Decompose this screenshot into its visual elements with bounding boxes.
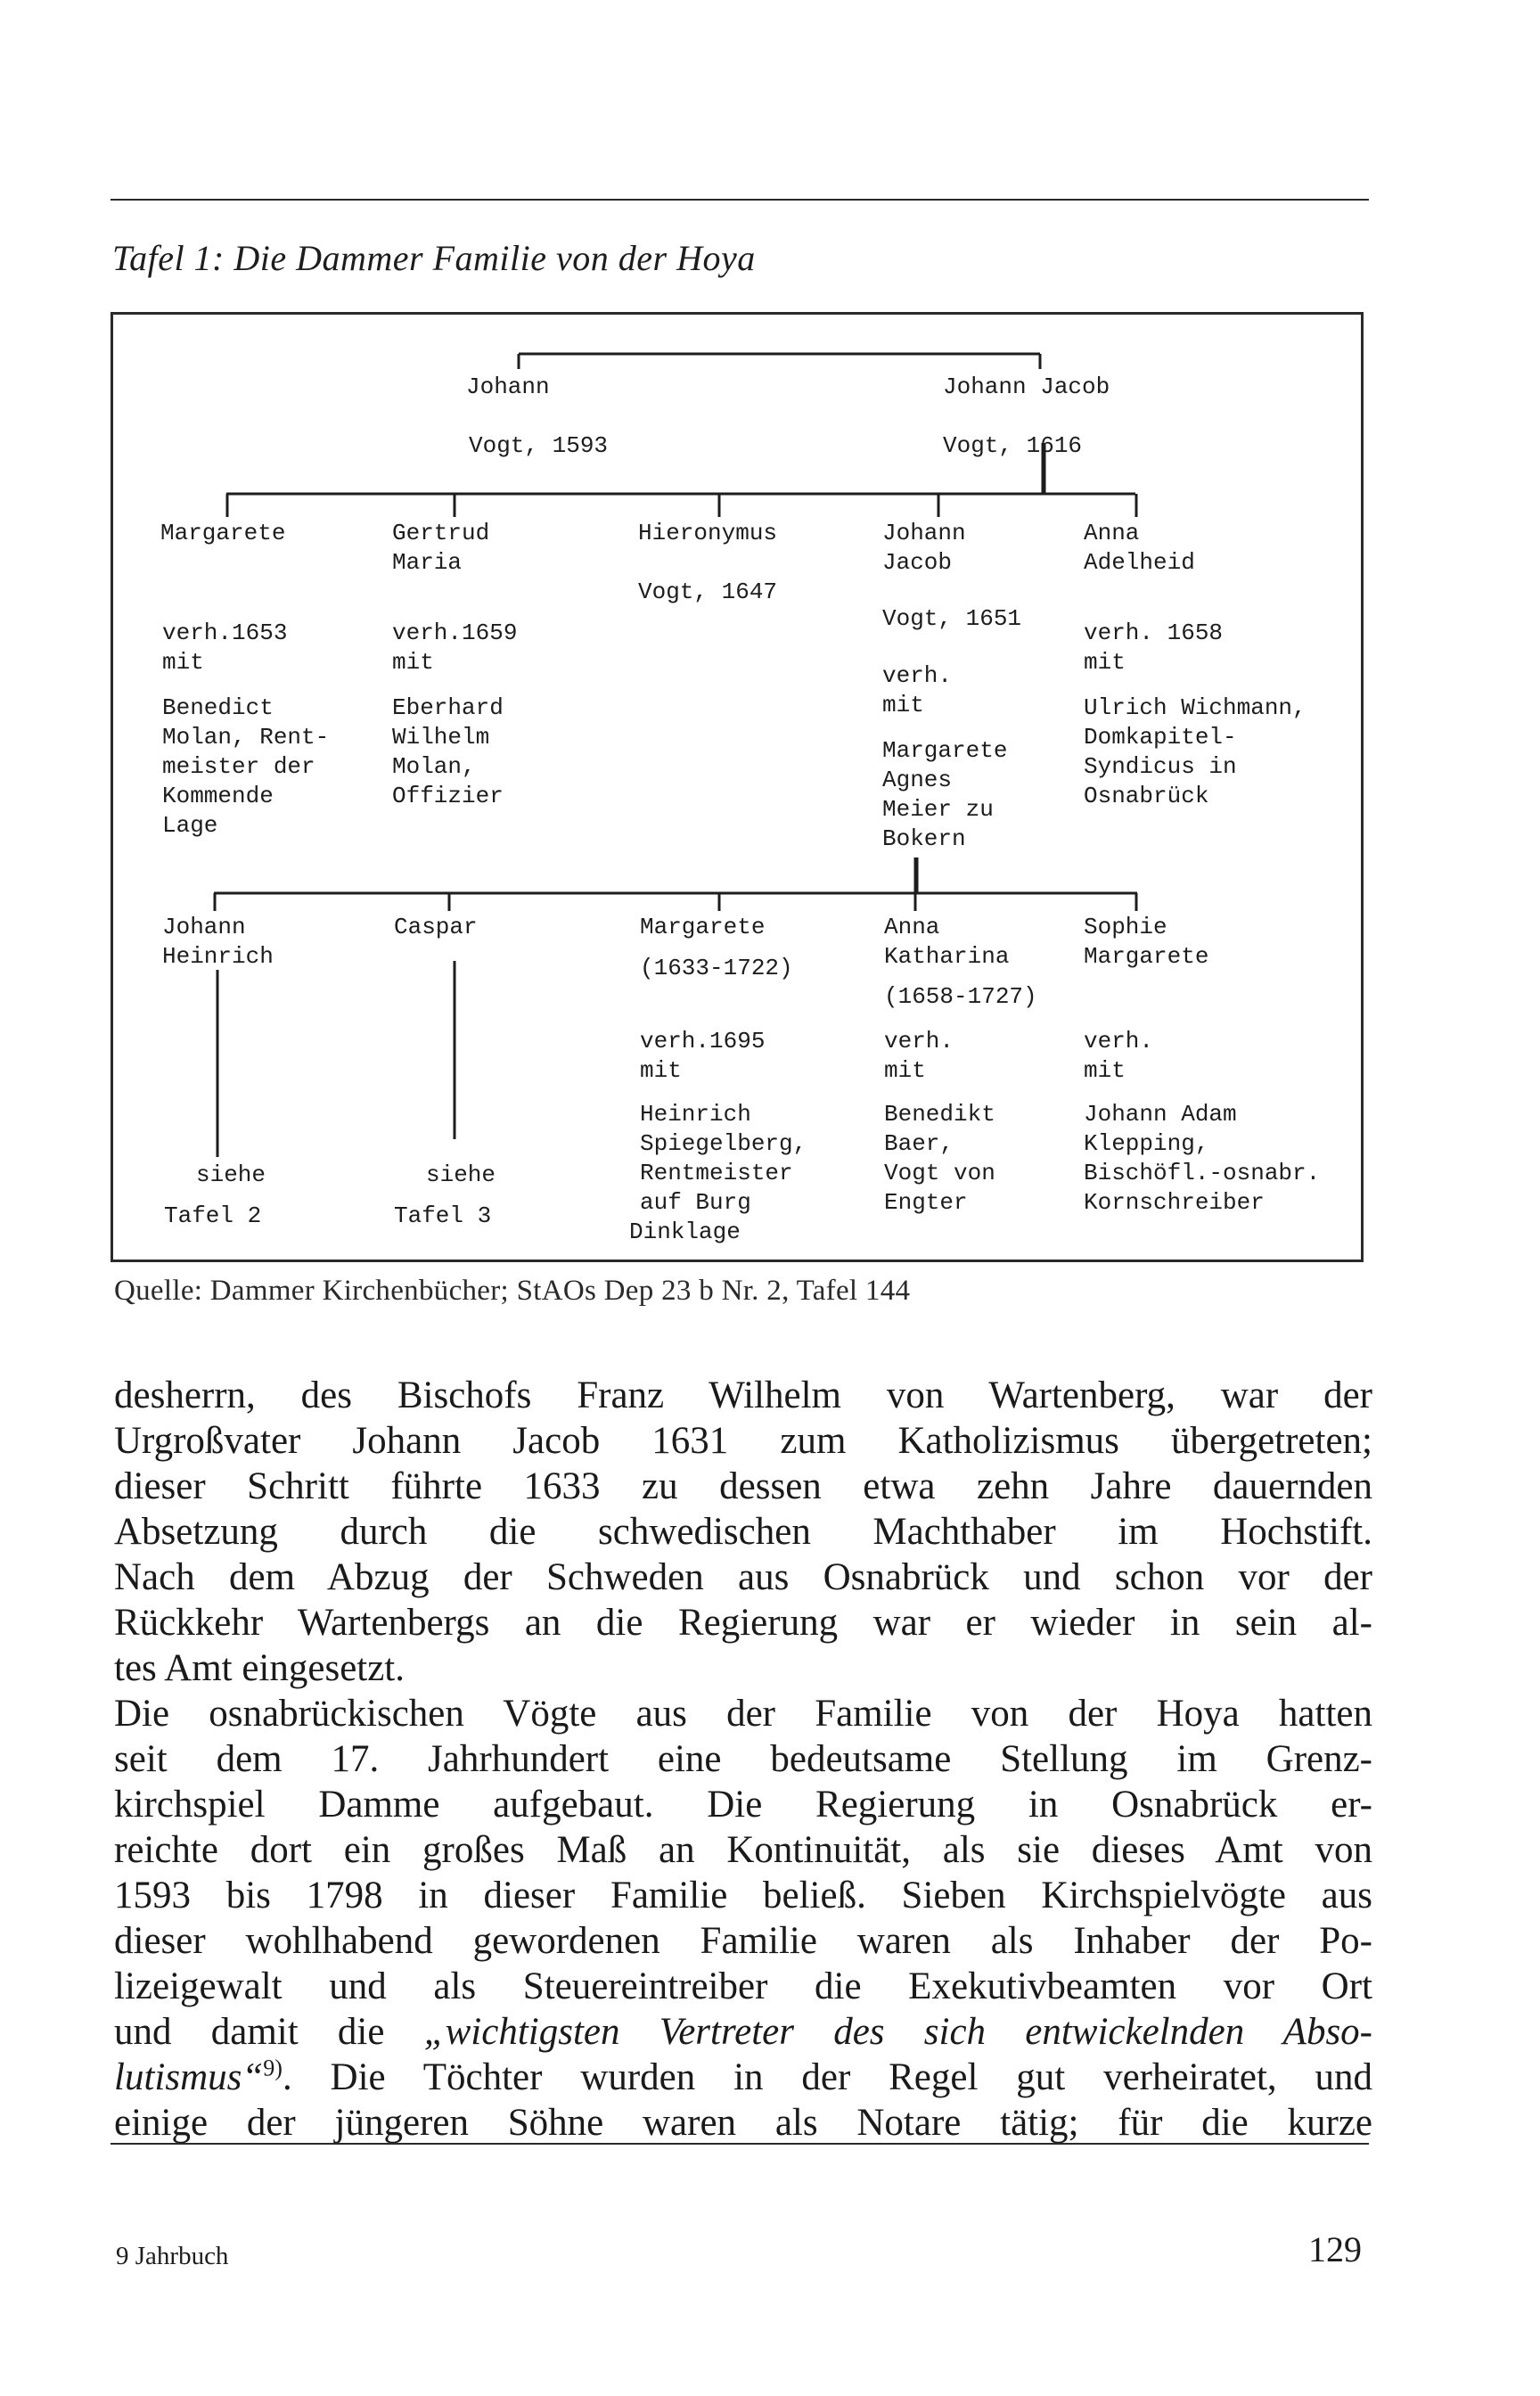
gen3-caspar-name: Caspar xyxy=(394,914,478,940)
gen1-johann-jacob-name: Johann Jacob xyxy=(943,373,1110,400)
text-line: tes Amt eingesetzt. xyxy=(114,1647,405,1689)
gen3-sophie-margarete-marriage: verh. mit xyxy=(1084,1028,1154,1084)
gen3-sophie-margarete-spouse: Johann Adam Klepping, Bischöfl.-osnabr. Kornschreiber xyxy=(1084,1101,1321,1216)
gen2-johann-jacob-spouse: Margarete Agnes Meier zu Bokern xyxy=(882,737,1008,852)
gen3-margarete-marriage: verh.1695 mit xyxy=(640,1028,766,1084)
gen2-margarete-spouse: Benedict Molan, Rent- meister der Kommende Lage xyxy=(162,694,330,839)
figure-caption: Tafel 1: Die Dammer Familie von der Hoya xyxy=(112,238,756,278)
quotation: „wichtigsten Vertreter des sich entwickelnden Abso- xyxy=(423,2011,1372,2053)
page-number: 129 xyxy=(1308,2229,1362,2269)
gen1-johann-name: Johann xyxy=(466,373,550,400)
gen2-hieronymus-office: Vogt, 1647 xyxy=(638,578,778,605)
text-line: Absetzung durch die schwedischen Machthaber im Hochstift. xyxy=(114,1511,1372,1553)
gen3-caspar-table-ref: Tafel 3 xyxy=(394,1202,492,1229)
gen3-anna-katharina-spouse: Benedikt Baer, Vogt von Engter xyxy=(884,1101,995,1216)
gen3-johann-heinrich-see: siehe xyxy=(196,1161,266,1188)
paragraph-1 xyxy=(114,1373,1372,1691)
paragraph-2 xyxy=(114,1691,1372,2146)
gen2-gertrud-name: Gertrud Maria xyxy=(392,520,490,576)
gen3-caspar-see: siehe xyxy=(426,1161,496,1188)
gen3-anna-katharina-marriage: verh. mit xyxy=(884,1028,954,1084)
gen3-margarete-dates: (1633-1722) xyxy=(640,955,793,981)
text-line: dieser Schritt führte 1633 zu dessen etwa zehn Jahre dauernden xyxy=(114,1465,1372,1507)
signature-mark: 9 Jahrbuch xyxy=(116,2242,229,2270)
gen2-johann-jacob-marriage: verh. mit xyxy=(882,662,953,718)
gen3-johann-heinrich-table-ref: Tafel 2 xyxy=(164,1202,262,1229)
text-line: lutismus“$^{9)}$. Die Töchter wurden in der Regel gut verheiratet, und xyxy=(114,2055,1372,2098)
footnote-reference[interactable]: 9) xyxy=(263,2055,283,2081)
gen2-margarete-marriage: verh.1653 mit xyxy=(162,620,288,676)
text-line: und damit die „wichtigsten Vertreter des sich entwickelnden Abso- xyxy=(114,2011,1372,2053)
gen1-johann-jacob-office: Vogt, 1616 xyxy=(943,432,1083,459)
gen2-gertrud-marriage: verh.1659 mit xyxy=(392,620,518,676)
gen2-anna-adelheid-spouse: Ulrich Wichmann, Domkapitel- Syndicus in Osnabrück xyxy=(1084,694,1307,809)
text-line: Rückkehr Wartenbergs an die Regierung war er wieder in sein al- xyxy=(114,1602,1372,1644)
gen3-sophie-margarete-name: Sophie Margarete xyxy=(1084,914,1209,970)
text-line: einige der jüngeren Söhne waren als Notare tätig; für die kurze xyxy=(114,2102,1372,2144)
gen2-gertrud-spouse: Eberhard Wilhelm Molan, Offizier xyxy=(392,694,504,809)
text-line: Die osnabrückischen Vögte aus der Familie von der Hoya hatten xyxy=(114,1693,1372,1735)
gen2-anna-adelheid-name: Anna Adelheid xyxy=(1084,520,1195,576)
body-text xyxy=(114,1373,1372,2146)
text-line: desherrn, des Bischofs Franz Wilhelm von Wartenberg, war der xyxy=(114,1374,1372,1416)
top-rule xyxy=(111,199,1369,201)
gen2-johann-jacob-name: Johann Jacob xyxy=(882,520,966,576)
gen3-anna-katharina-dates: (1658-1727) xyxy=(884,983,1037,1010)
gen3-anna-katharina-name: Anna Katharina xyxy=(884,914,1010,970)
gen2-anna-adelheid-marriage: verh. 1658 mit xyxy=(1084,620,1224,676)
gen2-hieronymus-name: Hieronymus xyxy=(638,520,778,546)
text-line: lizeigewalt und als Steuereintreiber die Exekutivbeamten vor Ort xyxy=(114,1965,1372,2007)
gen3-johann-heinrich-name: Johann Heinrich xyxy=(162,914,274,970)
bottom-rule xyxy=(111,2143,1369,2145)
gen3-margarete-spouse: Heinrich Spiegelberg, Rentmeister auf Burg Dinklage xyxy=(629,1101,807,1245)
text-line: reichte dort ein großes Maß an Kontinuität, als sie dieses Amt von xyxy=(114,1829,1372,1871)
quotation: lutismus“ xyxy=(114,2056,264,2098)
figure-source: Quelle: Dammer Kirchenbücher; StAOs Dep 23 b Nr. 2, Tafel 144 xyxy=(114,1275,911,1307)
gen2-johann-jacob-office: Vogt, 1651 xyxy=(882,605,1022,632)
gen3-margarete-name: Margarete xyxy=(640,914,766,940)
text-line: 1593 bis 1798 in dieser Familie beließ. Sieben Kirchspielvögte aus xyxy=(114,1875,1372,1916)
text-line: dieser wohlhabend gewordenen Familie waren als Inhaber der Po- xyxy=(114,1920,1372,1962)
gen2-margarete-name: Margarete xyxy=(160,520,286,546)
text-line: seit dem 17. Jahrhundert eine bedeutsame Stellung im Grenz- xyxy=(114,1738,1372,1780)
text-line: kirchspiel Damme aufgebaut. Die Regierung in Osnabrück er- xyxy=(114,1784,1372,1826)
text-line: Urgroßvater Johann Jacob 1631 zum Katholizismus übergetreten; xyxy=(114,1420,1372,1462)
gen1-johann-office: Vogt, 1593 xyxy=(469,432,609,459)
text-line: Nach dem Abzug der Schweden aus Osnabrück und schon vor der xyxy=(114,1556,1372,1598)
